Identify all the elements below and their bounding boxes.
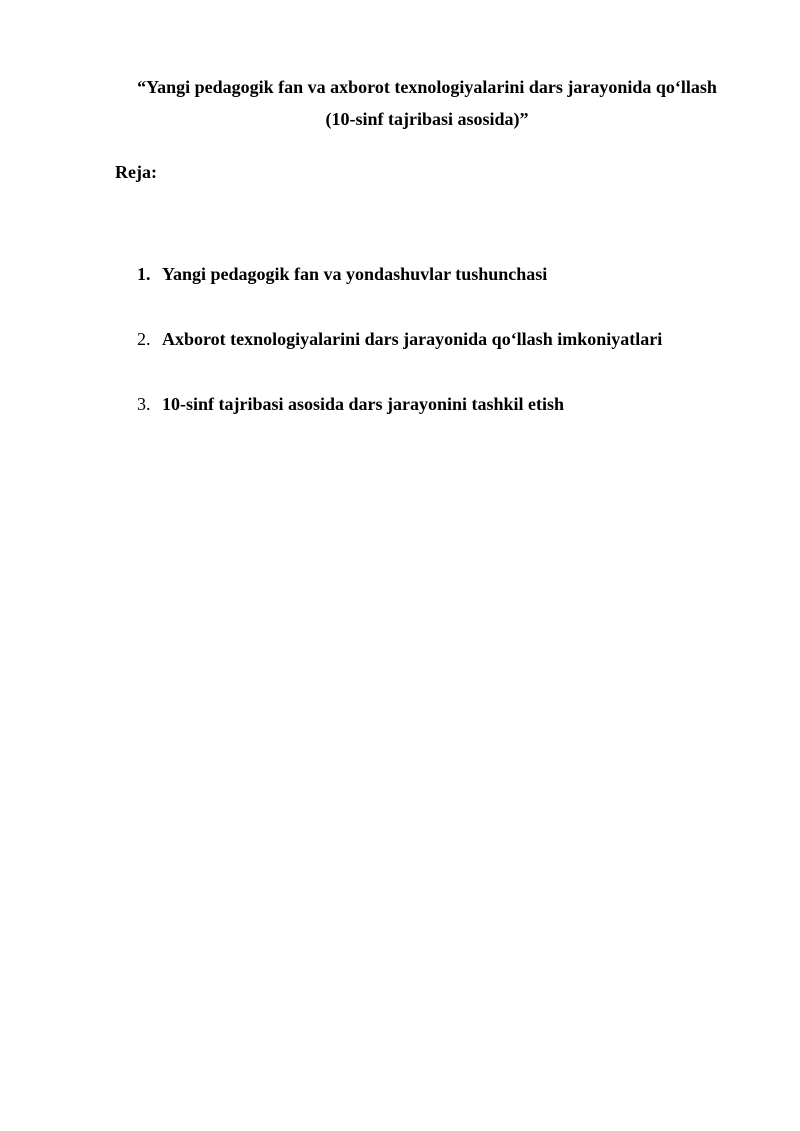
plan-item-text: Axborot texnologiyalarini dars jarayonida qo‘llash imkoniyatlari [162,329,663,349]
plan-item-number: 2. [137,329,151,349]
plan-item-3 [137,393,564,415]
document-title-line-1: “Yangi pedagogik fan va axborot texnologiyalarini dars jarayonida qo‘llash [137,77,717,97]
plan-heading: Reja: [115,162,157,182]
plan-item-text: 10-sinf tajribasi asosida dars jarayonini tashkil etish [162,394,565,414]
plan-item-text: Yangi pedagogik fan va yondashuvlar tushunchasi [162,264,548,284]
plan-item-number: 3. [137,394,151,414]
document-title-line-2: (10-sinf tajribasi asosida)” [325,109,529,129]
plan-item-1 [137,263,547,285]
plan-item-2 [137,328,662,350]
plan-item-number: 1. [137,264,151,284]
